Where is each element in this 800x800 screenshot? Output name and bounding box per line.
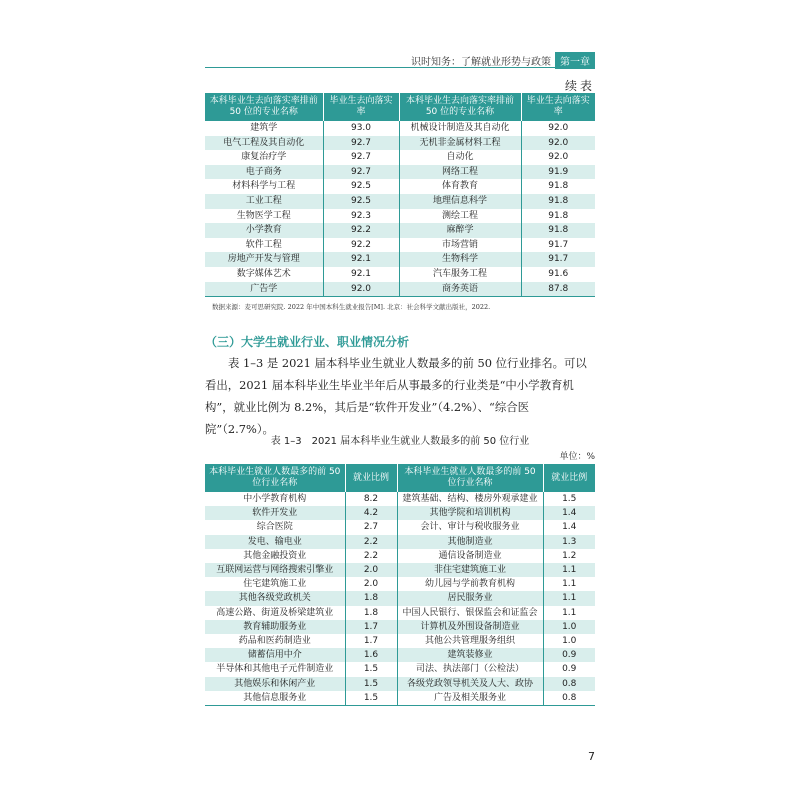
name-cell: 麻醉学 [399,223,521,238]
continued-label: 续表 [564,79,595,93]
name-cell: 数字媒体艺术 [205,267,323,282]
value-cell: 91.8 [548,181,569,192]
column-header: 本科毕业生去向落实率排前 50 位的专业名称 [399,93,521,121]
table-row [205,563,595,577]
name-cell: 材料科学与工程 [205,179,323,194]
value-cell: 2.2 [345,549,397,563]
table-row [205,223,595,238]
table-row [205,648,595,662]
name-cell: 其他娱乐和休闲产业 [205,677,345,691]
table-row [205,662,595,676]
table-row [205,677,595,691]
value-cell: 1.7 [345,620,397,634]
name-cell: 其他公共管理服务组织 [397,634,543,648]
value-cell: 92.0 [521,136,595,151]
value-cell: 4.2 [345,506,397,520]
value-cell: 2.2 [345,535,397,549]
value-cell: 91.6 [548,268,569,279]
value-cell: 91.8 [521,194,595,209]
value-cell: 91.7 [521,252,595,267]
value-cell: 92.2 [323,238,399,253]
value-cell: 1.7 [345,634,397,648]
value-cell: 8.2 [345,492,397,506]
value-cell: 91.8 [548,210,569,221]
value-cell: 92.1 [323,252,399,267]
table-row [205,492,595,506]
name-cell: 非住宅建筑施工业 [397,563,543,577]
name-cell: 生物医学工程 [205,209,323,224]
name-cell: 通信设备制造业 [397,549,543,563]
value-cell: 1.1 [543,563,595,577]
value-cell: 0.8 [562,692,577,703]
name-cell: 广告及相关服务业 [397,691,543,706]
name-cell: 半导体和其他电子元件制造业 [205,662,345,676]
name-cell: 计算机及外围设备制造业 [397,620,543,634]
value-cell: 0.8 [543,677,595,691]
table-row [205,520,595,534]
value-cell: 92.7 [323,136,399,151]
value-cell: 1.1 [543,591,595,605]
value-cell: 0.9 [543,648,595,662]
column-header: 就业比例 [345,464,397,492]
value-cell: 1.8 [345,591,397,605]
table-row [205,267,595,282]
table-unit: 单位：% [559,452,595,462]
table-row [205,620,595,634]
name-cell: 康复治疗学 [205,150,323,165]
column-header: 毕业生去向落实率 [323,93,399,121]
name-cell: 软件工程 [205,238,323,253]
name-cell: 高速公路、街道及桥梁建筑业 [205,606,345,620]
paragraph-text: 表 1–3 是 2021 届本科毕业生就业人数最多的前 50 位行业排名。可以看出，2021 届本科毕业生毕业半年后从事最多的行业类是“中小学教育机构”，就业比例为 8.2%，其后是“软件开发业”（4.2%）、“综合医院”（2.7%）。 [205,356,587,436]
name-cell: 建筑学 [205,121,323,136]
name-cell: 发电、输电业 [205,535,345,549]
table-row [205,691,595,706]
table-row [205,150,595,165]
name-cell: 储蓄信用中介 [205,648,345,662]
table-row [205,136,595,151]
chapter-tag: 第一章 [555,52,595,69]
name-cell: 其他金融投资业 [205,549,345,563]
name-cell: 教育辅助服务业 [205,620,345,634]
table-graduate-placement-rate [205,93,595,297]
value-cell: 87.8 [521,282,595,297]
name-cell: 其他学院和培训机构 [397,506,543,520]
table-row [205,606,595,620]
table-row [205,165,595,180]
value-cell: 92.0 [323,282,399,297]
value-cell: 1.4 [543,506,595,520]
name-cell: 互联网运营与网络搜索引擎业 [205,563,345,577]
name-cell: 电子商务 [205,165,323,180]
table-header-row [205,464,595,492]
value-cell: 92.1 [323,267,399,282]
name-cell: 幼儿园与学前教育机构 [397,577,543,591]
section-heading: （三）大学生就业行业、职业情况分析 [205,335,410,349]
value-cell: 1.6 [345,648,397,662]
column-header: 毕业生去向落实率 [521,93,595,121]
value-cell: 1.1 [562,607,577,618]
value-cell: 92.7 [323,165,399,180]
name-cell: 测绘工程 [399,209,521,224]
value-cell: 92.3 [323,209,399,224]
name-cell: 汽车服务工程 [399,267,521,282]
table-row [205,179,595,194]
table-row [205,238,595,253]
value-cell: 1.4 [562,522,577,533]
name-cell: 机械设计制造及其自动化 [399,121,521,136]
table-row [205,634,595,648]
value-cell: 1.1 [562,579,577,590]
value-cell: 0.9 [562,664,577,675]
value-cell: 92.0 [548,123,569,133]
value-cell: 1.8 [345,606,397,620]
value-cell: 1.5 [345,691,397,706]
name-cell: 工业工程 [205,194,323,209]
column-header: 本科毕业生就业人数最多的前 50 位行业名称 [205,464,345,492]
running-title: 识时知务：了解就业形势与政策 [411,57,551,68]
header-rule [205,67,595,68]
name-cell: 会计、审计与税收服务业 [397,520,543,534]
table-row [205,209,595,224]
name-cell: 建筑装修业 [397,648,543,662]
table-row [205,282,595,297]
name-cell: 市场营销 [399,238,521,253]
name-cell: 其他制造业 [397,535,543,549]
table-employment-industries [205,464,595,706]
name-cell: 小学教育 [205,223,323,238]
name-cell: 司法、执法部门（公检法） [397,662,543,676]
value-cell: 1.5 [345,662,397,676]
column-header: 本科毕业生去向落实率排前 50 位的专业名称 [205,93,323,121]
column-header: 就业比例 [543,464,595,492]
value-cell: 92.5 [323,194,399,209]
table-row [205,121,595,136]
value-cell: 91.8 [521,223,595,238]
value-cell: 1.2 [562,550,577,561]
table-row [205,591,595,605]
name-cell: 地理信息科学 [399,194,521,209]
name-cell: 软件开发业 [205,506,345,520]
name-cell: 药品和医药制造业 [205,634,345,648]
table-row [205,194,595,209]
data-source-note: 数据来源：麦可思研究院. 2022 年中国本科生就业报告[M]. 北京：社会科学文献出版社，2022. [212,303,491,311]
table-row [205,535,595,549]
value-cell: 1.0 [562,636,577,647]
value-cell: 92.7 [323,150,399,165]
name-cell: 建筑基础、结构、楼房外观承建业 [397,492,543,506]
value-cell: 1.0 [543,620,595,634]
table-header-row [205,93,595,121]
name-cell: 生物科学 [399,252,521,267]
name-cell: 各级党政领导机关及人大、政协 [397,677,543,691]
value-cell: 92.2 [323,223,399,238]
value-cell: 1.5 [562,494,577,504]
value-cell: 2.0 [345,563,397,577]
value-cell: 2.7 [345,520,397,534]
value-cell: 92.0 [548,152,569,163]
column-header: 本科毕业生就业人数最多的前 50 位行业名称 [397,464,543,492]
value-cell: 2.0 [345,577,397,591]
table-row [205,506,595,520]
value-cell: 1.5 [345,677,397,691]
name-cell: 居民服务业 [397,591,543,605]
table-row [205,252,595,267]
name-cell: 网络工程 [399,165,521,180]
value-cell: 1.3 [543,535,595,549]
name-cell: 房地产开发与管理 [205,252,323,267]
table-row [205,549,595,563]
value-cell: 91.9 [521,165,595,180]
name-cell: 自动化 [399,150,521,165]
name-cell: 无机非金属材料工程 [399,136,521,151]
value-cell: 91.7 [548,239,569,250]
name-cell: 商务英语 [399,282,521,297]
name-cell: 体育教育 [399,179,521,194]
page-number: 7 [588,750,595,763]
name-cell: 住宅建筑施工业 [205,577,345,591]
body-paragraph [205,352,597,440]
value-cell: 92.5 [323,179,399,194]
name-cell: 其他各级党政机关 [205,591,345,605]
name-cell: 电气工程及其自动化 [205,136,323,151]
name-cell: 其他信息服务业 [205,691,345,706]
table-caption: 表 1–3 2021 届本科毕业生就业人数最多的前 50 位行业 [270,436,530,447]
table-row [205,577,595,591]
name-cell: 广告学 [205,282,323,297]
name-cell: 综合医院 [205,520,345,534]
name-cell: 中国人民银行、银保监会和证监会 [397,606,543,620]
name-cell: 中小学教育机构 [205,492,345,506]
value-cell: 93.0 [323,121,399,136]
